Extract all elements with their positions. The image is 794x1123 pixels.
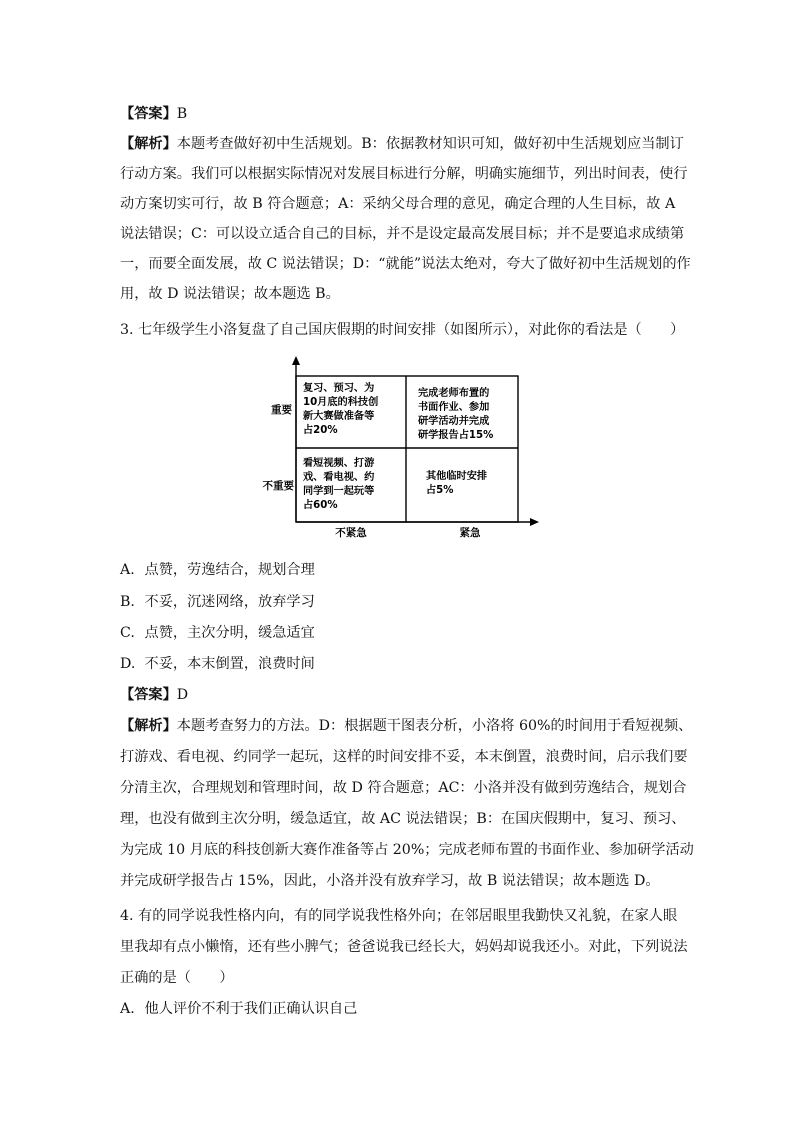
option-a[interactable] bbox=[120, 560, 315, 580]
cell-text: 完成老师布置的 bbox=[418, 388, 490, 399]
analysis-tag: 【解析】 bbox=[120, 136, 177, 152]
option-key: A. bbox=[120, 562, 135, 578]
cell-text: 占20% bbox=[303, 425, 338, 436]
x-axis-arrow-icon bbox=[530, 518, 539, 526]
analysis-tag: 【解析】 bbox=[120, 718, 177, 734]
q4-option-a[interactable] bbox=[120, 999, 357, 1019]
option-text: 他人评价不利于我们正确认识自己 bbox=[144, 1001, 358, 1017]
answer-value: B bbox=[176, 106, 188, 122]
q3-analysis-line-2: 打游戏、看电视、约同学一起玩，这样的时间安排不妥，本末倒置，浪费时间，启示我们要 bbox=[120, 749, 688, 765]
cell-not-important-urgent bbox=[426, 469, 488, 496]
time-quadrant-diagram bbox=[250, 352, 550, 544]
q3-analysis-line-6: 并完成研学报告占 15%，因此，小洛并没有放弃学习，故 B 说法错误；故本题选 D。 bbox=[120, 873, 660, 889]
option-text: 点赞，主次分明，缓急适宜 bbox=[144, 625, 315, 641]
q4-stem-line-3: 正确的是（ ） bbox=[120, 970, 234, 986]
q4-stem-line-2: 里我却有点小懒惰，还有些小脾气；爸爸说我已经长大，妈妈却说我还小。对此，下列说法 bbox=[120, 939, 688, 955]
cell-important-urgent bbox=[417, 386, 493, 441]
answer-tag: 【答案】 bbox=[120, 106, 177, 122]
option-key: B. bbox=[120, 594, 135, 610]
q2-analysis-line-3: 动方案切实可行，故 B 符合题意；A：采纳父母合理的意见，确定合理的人生目标，故 A bbox=[120, 196, 676, 212]
cell-text: 其他临时安排 bbox=[426, 471, 488, 482]
answer-tag: 【答案】 bbox=[120, 687, 177, 703]
q2-answer-line bbox=[120, 104, 187, 124]
option-d[interactable] bbox=[120, 654, 315, 674]
q2-analysis-line-4: 说法错误；C：可以设立适合自己的目标，并不是设定最高发展目标；并不是要追求成绩第 bbox=[120, 226, 685, 242]
cell-text: 研学报告占15% bbox=[418, 430, 494, 441]
cell-text: 新大赛做准备等 bbox=[303, 411, 375, 422]
cell-text: 同学到一起玩等 bbox=[303, 486, 375, 497]
q3-answer-line bbox=[120, 685, 188, 705]
q3-analysis-line-3: 分清主次，合理规划和管理时间，故 D 符合题意；AC：小洛并没有做到劳逸结合，规划合 bbox=[120, 780, 687, 796]
x-label-urgent: 紧急 bbox=[459, 527, 481, 539]
option-c[interactable] bbox=[120, 623, 315, 643]
option-key: A. bbox=[120, 1001, 135, 1017]
q3-analysis-line-1 bbox=[120, 716, 692, 736]
q2-analysis-line-2: 行动方案。我们可以根据实际情况对发展目标进行分解，明确实施细节，列出时间表，使行 bbox=[120, 166, 688, 182]
option-key: D. bbox=[120, 656, 136, 672]
answer-value: D bbox=[176, 687, 189, 703]
q2-analysis-line-6: 用，故 D 说法错误；故本题选 B。 bbox=[120, 286, 340, 302]
cell-text: 书面作业、参加 bbox=[418, 402, 490, 413]
q2-analysis-line-5: 一，而要全面发展，故 C 说法错误；D：“就能”说法太绝对，夸大了做好初中生活规划的作 bbox=[120, 256, 691, 272]
y-label-important: 重要 bbox=[271, 404, 292, 416]
option-b[interactable] bbox=[120, 592, 315, 612]
option-key: C. bbox=[120, 625, 135, 641]
cell-text: 10月底的科技创 bbox=[303, 397, 379, 408]
cell-text: 戏、看电视、约 bbox=[303, 472, 375, 483]
cell-text: 占60% bbox=[303, 500, 338, 511]
option-text: 点赞，劳逸结合，规划合理 bbox=[144, 562, 315, 578]
cell-not-important-not-urgent bbox=[303, 456, 375, 511]
option-text: 不妥，沉迷网络，放弃学习 bbox=[144, 594, 315, 610]
cell-important-not-urgent bbox=[303, 381, 378, 436]
analysis-text: 本题考查努力的方法。D：根据题干图表分析，小洛将 60%的时间用于看短视频、 bbox=[176, 718, 693, 734]
q3-stem: 3. 七年级学生小洛复盘了自己国庆假期的时间安排（如图所示），对此你的看法是（ ） bbox=[120, 322, 685, 338]
y-label-not-important: 不重要 bbox=[262, 480, 294, 492]
cell-text: 看短视频、打游 bbox=[303, 458, 375, 469]
q4-stem-line-1: 4. 有的同学说我性格内向，有的同学说我性格外向；在邻居眼里我勤快又礼貌，在家人眼 bbox=[120, 908, 678, 924]
option-text: 不妥，本末倒置，浪费时间 bbox=[144, 656, 315, 672]
x-label-not-urgent: 不紧急 bbox=[335, 527, 367, 539]
cell-text: 复习、预习、为 bbox=[303, 383, 375, 394]
q2-analysis-line-1 bbox=[120, 134, 684, 154]
cell-text: 占5% bbox=[426, 485, 454, 496]
q3-analysis-line-4: 理，也没有做到主次分明，缓急适宜，故 AC 说法错误；B：在国庆假期中，复习、预习、 bbox=[120, 811, 686, 827]
cell-text: 研学活动并完成 bbox=[418, 416, 490, 427]
q3-analysis-line-5: 为完成 10 月底的科技创新大赛作准备等占 20%；完成老师布置的书面作业、参加研学活动 bbox=[120, 842, 694, 858]
analysis-text: 本题考查做好初中生活规划。B：依据教材知识可知，做好初中生活规划应当制订 bbox=[176, 136, 684, 152]
y-axis-arrow-icon bbox=[292, 356, 300, 365]
